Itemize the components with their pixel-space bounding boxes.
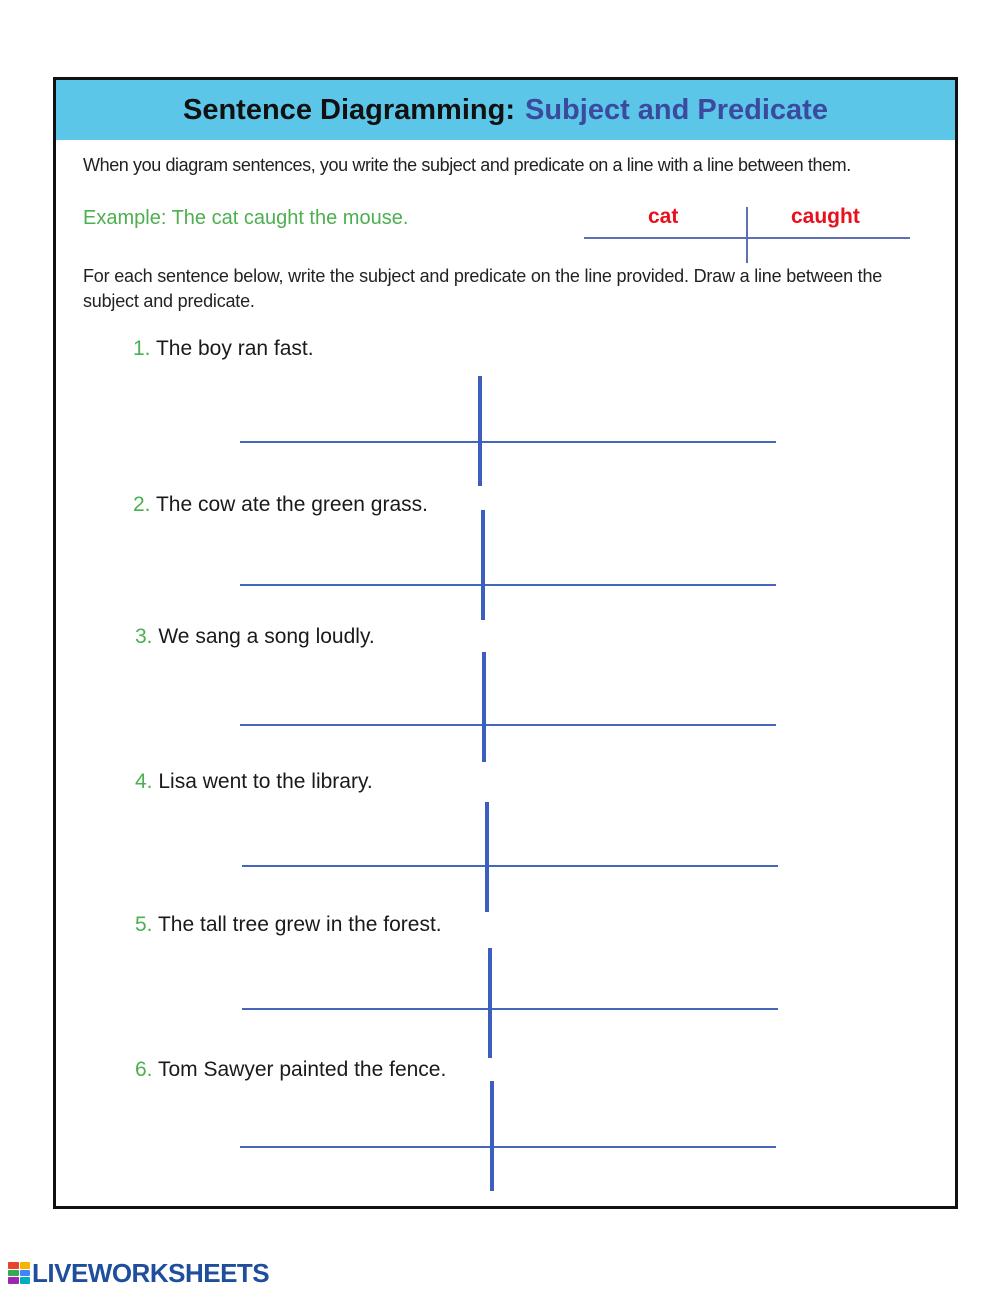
- answer-line[interactable]: [240, 724, 776, 726]
- divider-line[interactable]: [478, 376, 482, 486]
- example-predicate: caught: [791, 205, 860, 228]
- answer-line[interactable]: [242, 865, 778, 867]
- title-main: Sentence Diagramming:: [183, 93, 515, 126]
- question-text: [135, 1058, 446, 1082]
- answer-line[interactable]: [240, 584, 776, 586]
- answer-line[interactable]: [240, 441, 776, 443]
- worksheet-header: [56, 80, 955, 140]
- divider-line[interactable]: [481, 510, 485, 620]
- answer-line[interactable]: [240, 1146, 776, 1148]
- question-sentence: The tall tree grew in the forest.: [157, 913, 442, 936]
- question-number: 5.: [135, 913, 153, 936]
- intro-text: When you diagram sentences, you write the subject and predicate on a line with a line between them.: [83, 155, 851, 175]
- divider-line[interactable]: [485, 802, 489, 912]
- example-diagram: [584, 203, 910, 265]
- worksheet: [53, 77, 958, 1209]
- liveworksheets-logo[interactable]: [8, 1258, 269, 1288]
- question-sentence: The boy ran fast.: [155, 337, 314, 360]
- question-number: 3.: [135, 625, 153, 648]
- example-sentence: Example: The cat caught the mouse.: [83, 207, 409, 229]
- question-sentence: Lisa went to the library.: [158, 770, 373, 793]
- brand-name: LIVEWORKSHEETS: [32, 1257, 270, 1288]
- question-sentence: Tom Sawyer painted the fence.: [157, 1058, 447, 1081]
- example-subject: cat: [648, 205, 679, 228]
- divider-line[interactable]: [488, 948, 492, 1058]
- question-number: 1.: [133, 337, 151, 360]
- divider-line[interactable]: [482, 652, 486, 762]
- title-topic: Subject and Predicate: [524, 93, 828, 126]
- question-text: [133, 493, 428, 517]
- question-number: 4.: [135, 770, 153, 793]
- question-number: 6.: [135, 1058, 153, 1081]
- answer-line[interactable]: [242, 1008, 778, 1010]
- question-sentence: We sang a song loudly.: [158, 625, 375, 648]
- question-text: [135, 913, 442, 937]
- divider-line[interactable]: [490, 1081, 494, 1191]
- example-divider: [746, 207, 748, 263]
- question-text: [133, 337, 314, 361]
- question-sentence: The cow ate the green grass.: [155, 493, 428, 516]
- question-text: [135, 625, 375, 649]
- instructions-text: For each sentence below, write the subject and predicate on the line provided. Draw a line between the subject and predicate.: [83, 266, 883, 311]
- question-text: [135, 770, 373, 794]
- question-number: 2.: [133, 493, 151, 516]
- logo-blocks-icon: [8, 1262, 30, 1284]
